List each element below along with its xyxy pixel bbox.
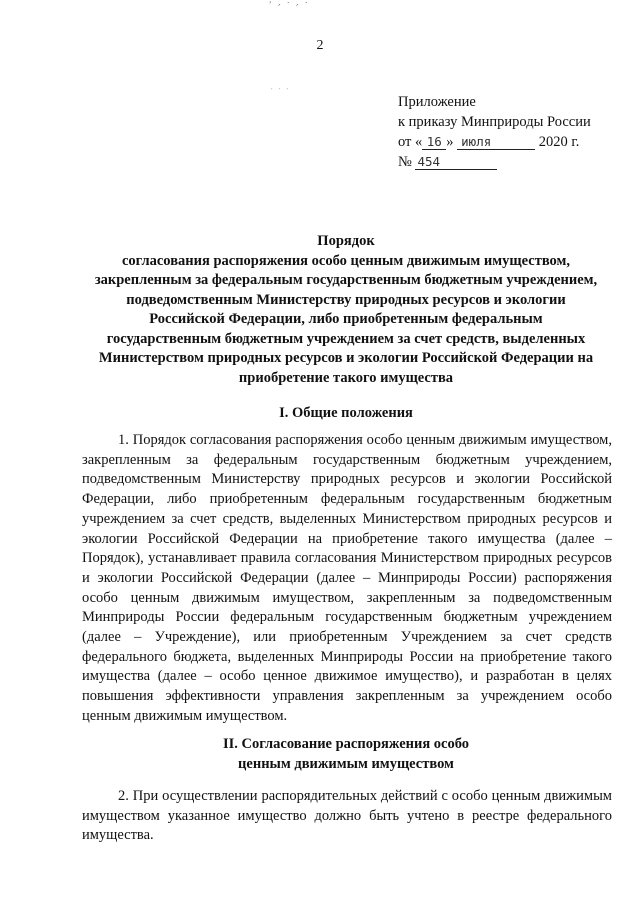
scan-artifact: ˙ ˙ ˙ [270, 88, 290, 96]
title-line: приобретение такого имущества [238, 369, 454, 386]
title-line: подведомственным Министерству природных ресурсов и экологии [126, 291, 566, 308]
title-heading: Порядок [317, 233, 375, 249]
appendix-title: Приложение [398, 94, 476, 110]
title-line: Российской Федерации, либо приобретенным федеральным [149, 311, 543, 327]
appendix-number [398, 152, 628, 172]
section-1-heading: I. Общие положения [279, 405, 413, 421]
date-day: 16 [422, 134, 446, 150]
date-prefix: от « [398, 134, 423, 150]
section-2-heading-line: ценным движимым имуществом [238, 755, 454, 772]
appendix-date [398, 132, 628, 152]
title-line: государственным бюджетным учреждением за счет средств, выделенных [106, 330, 586, 347]
appendix-block [398, 92, 628, 172]
section-2-heading-line: II. Согласование распоряжения особо [222, 736, 470, 752]
date-mid: » [446, 134, 454, 150]
section-2-heading [78, 735, 614, 774]
title-line: согласования распоряжения особо ценным движимым имуществом, [121, 252, 571, 269]
number-prefix: № [398, 154, 412, 170]
paragraph-2: 2. При осуществлении распорядительных действий с особо ценным движимым имуществом указанное имущество должно быть учтено в реестре федерального имущества. [82, 788, 612, 844]
paragraph-1: 1. Порядок согласования распоряжения особо ценным движимым имуществом, закрепленным за федеральным государственным бюджетным учреждением, подведомственным Министерству природных ресурсов и экологии Российской Федерации, либо приобретенным федеральным государственным бюджетным учреждением за счет средств, выделенных Министерством природных ресурсов и экологии Российской Федерации на приобретение такого имущества (далее – Порядок), устанавливает правила согласования Министерством природных ресурсов и экологии Российской Федерации (далее – Минприроды России) распоряжения особо ценным движимым имуществом, закрепленным за подведомственным Минприроды России федеральным государственным бюджетным учреждением (далее – Учреждение), или приобретенным Учреждением за счет средств федерального бюджета, выделенных Минприроды России на приобретение такого имущества (далее – особо ценное движимое имущество), и разработан в целях повышения эффективности управления закрепленным за учреждением особо ценным движимым имуществом. [82, 432, 612, 724]
title-line: закрепленным за федеральным государственным бюджетным учреждением, [94, 272, 598, 288]
title-line: Министерством природных ресурсов и экологии Российской Федерации на [98, 350, 594, 366]
date-month: июля [457, 134, 535, 150]
date-year: 2020 г. [538, 134, 580, 150]
scan-artifact: ᾽ ׳ ˙ ׳ ˙ [268, 2, 310, 12]
page-number: 2 [316, 38, 324, 53]
appendix-order-ref: к приказу Минприроды России [398, 114, 591, 130]
order-number: 454 [415, 154, 497, 170]
document-title [78, 232, 614, 388]
